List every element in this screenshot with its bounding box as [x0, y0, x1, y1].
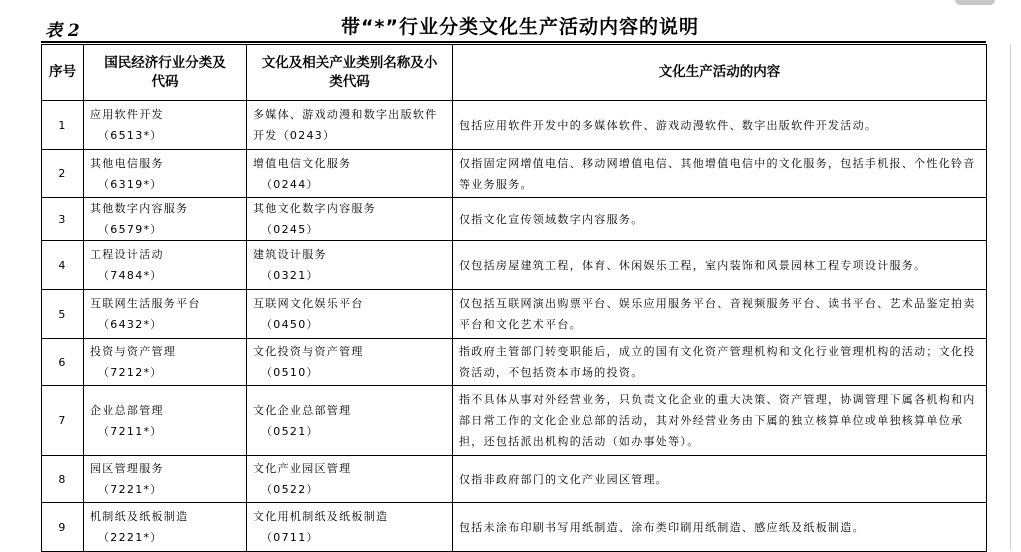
cell-index: [42, 456, 84, 503]
table-row: [42, 339, 987, 386]
category-code: （0510）: [261, 366, 319, 379]
category-name: 其他文化数字内容服务: [253, 202, 376, 215]
cell-content: [453, 101, 987, 150]
cell-industry: [84, 290, 247, 339]
category-code: （0711）: [261, 531, 319, 544]
category-name: 建筑设计服务: [253, 248, 327, 261]
index: 4: [58, 258, 67, 272]
cell-industry: [84, 386, 247, 456]
table-row: [42, 386, 987, 456]
industry-name: 互联网生活服务平台: [90, 297, 201, 310]
category-code: （0450）: [261, 318, 319, 331]
top-bar: [0, 0, 1021, 6]
category-name: 文化产业园区管理: [253, 462, 352, 475]
industry-name: 工程设计活动: [90, 248, 164, 261]
cell-content: [453, 290, 987, 339]
cell-category: [247, 290, 453, 339]
cell-category: [247, 386, 453, 456]
industry-code: （7221*）: [98, 483, 163, 496]
cell-index: [42, 198, 84, 241]
cell-industry: [84, 503, 247, 552]
cell-category: [247, 241, 453, 290]
table-row: [42, 150, 987, 198]
industry-name: 其他数字内容服务: [90, 202, 189, 215]
category-code: （0321）: [261, 269, 319, 282]
category-name: 互联网文化娱乐平台: [253, 297, 364, 310]
industry-name: 企业总部管理: [90, 403, 164, 417]
category-name: 文化企业总部管理: [253, 403, 352, 417]
content: 仅指文化宣传领域数字内容服务。: [459, 212, 644, 226]
table-row: [42, 101, 987, 150]
page-title: 带“*”行业分类文化生产活动内容的说明: [341, 16, 699, 38]
cell-index: [42, 386, 84, 456]
table-row: [42, 503, 987, 552]
content: 仅包括互联网演出购票平台、娱乐应用服务平台、音视频服务平台、读书平台、艺术品鉴定拍卖平台和文化艺术平台。: [459, 297, 976, 331]
industry-code: （6432*）: [98, 318, 163, 331]
cell-category: [247, 150, 453, 198]
content: 仅指固定网增值电信、移动网增值电信、其他增值电信中的文化服务，包括手机报、个性化铃音等业务服务。: [459, 156, 976, 191]
industry-name: 其他电信服务: [90, 156, 164, 170]
content: 仅包括房屋建筑工程，体育、休闲娱乐工程，室内装饰和风景园林工程专项设计服务。: [459, 258, 927, 272]
industry-name: 园区管理服务: [90, 462, 164, 475]
industry-code: （7484*）: [98, 269, 163, 282]
header-row: [42, 45, 987, 101]
cell-index: [42, 503, 84, 552]
content: 包括未涂布印刷书写用纸制造、涂布类印刷用纸制造、感应纸及纸板制造。: [459, 520, 865, 534]
content: 仅指非政府部门的文化产业园区管理。: [459, 472, 669, 486]
cell-index: [42, 339, 84, 386]
header-index: 序号: [42, 45, 84, 101]
page-edge: [1010, 44, 1011, 550]
cell-industry: [84, 101, 247, 150]
cell-index: [42, 101, 84, 150]
cell-content: [453, 386, 987, 456]
table-row: [42, 290, 987, 339]
industry-code: （6513*）: [98, 129, 163, 142]
cell-industry: [84, 456, 247, 503]
cell-category: [247, 339, 453, 386]
category-name: 文化投资与资产管理: [253, 345, 364, 358]
category-code: （0522）: [261, 483, 319, 496]
table-row: [42, 241, 987, 290]
category-code: （0521）: [261, 424, 319, 438]
header-content: 文化生产活动的内容: [453, 45, 987, 101]
industry-code: （7212*）: [98, 366, 163, 379]
activity-table: [41, 44, 987, 552]
index: 1: [58, 118, 67, 132]
industry-name: 机制纸及纸板制造: [90, 510, 189, 523]
cell-content: [453, 241, 987, 290]
category-name: 文化用机制纸及纸板制造: [253, 510, 389, 523]
content: 包括应用软件开发中的多媒体软件、游戏动漫软件、数字出版软件开发活动。: [459, 118, 878, 132]
cell-index: [42, 150, 84, 198]
industry-code: （6319*）: [98, 177, 163, 191]
cell-category: [247, 456, 453, 503]
cell-content: [453, 150, 987, 198]
cell-category: [247, 198, 453, 241]
index: 9: [58, 520, 67, 534]
industry-code: （7211*）: [98, 424, 163, 438]
content: 指政府主管部门转变职能后，成立的国有文化资产管理机构和文化行业管理机构的活动；文化投资活动，不包括资本市场的投资。: [459, 345, 976, 379]
cell-industry: [84, 339, 247, 386]
index: 3: [58, 212, 67, 226]
table-row: [42, 198, 987, 241]
cell-content: [453, 456, 987, 503]
cell-category: [247, 503, 453, 552]
index: 7: [58, 414, 67, 427]
cell-industry: [84, 241, 247, 290]
cell-industry: [84, 198, 247, 241]
category-code: （0245）: [261, 223, 319, 236]
index: 2: [58, 167, 67, 180]
header-industry: 国民经济行业分类及代码: [84, 45, 247, 101]
cell-category: [247, 101, 453, 150]
table-number: 表 2: [45, 21, 80, 41]
category-name: 增值电信文化服务: [253, 156, 352, 170]
index: 8: [58, 472, 67, 486]
category-code: （0244）: [261, 177, 319, 191]
cell-index: [42, 241, 84, 290]
index: 5: [58, 307, 67, 321]
cell-content: [453, 198, 987, 241]
industry-name: 投资与资产管理: [90, 345, 177, 358]
industry-code: （6579*）: [98, 223, 163, 236]
cell-content: [453, 503, 987, 552]
table-row: [42, 456, 987, 503]
cell-index: [42, 290, 84, 339]
content: 指不具体从事对外经营业务，只负责文化企业的重大决策、资产管理，协调管理下属各机构和内部日常工作的文化企业总部的活动，其对外经营业务由下属的独立核算单位或单独核算单位承担，还包括派出机构的活动（如办事处等）。: [459, 393, 976, 448]
index: 6: [58, 355, 67, 369]
cell-industry: [84, 150, 247, 198]
header-category: 文化及相关产业类别名称及小类代码: [247, 45, 453, 101]
title-rule: [41, 41, 986, 43]
cell-content: [453, 339, 987, 386]
industry-code: （2221*）: [98, 531, 163, 544]
category-name: 多媒体、游戏动漫和数字出版软件开发（0243）: [253, 108, 438, 142]
industry-name: 应用软件开发: [90, 108, 164, 121]
window-tab-edge: [955, 0, 995, 5]
